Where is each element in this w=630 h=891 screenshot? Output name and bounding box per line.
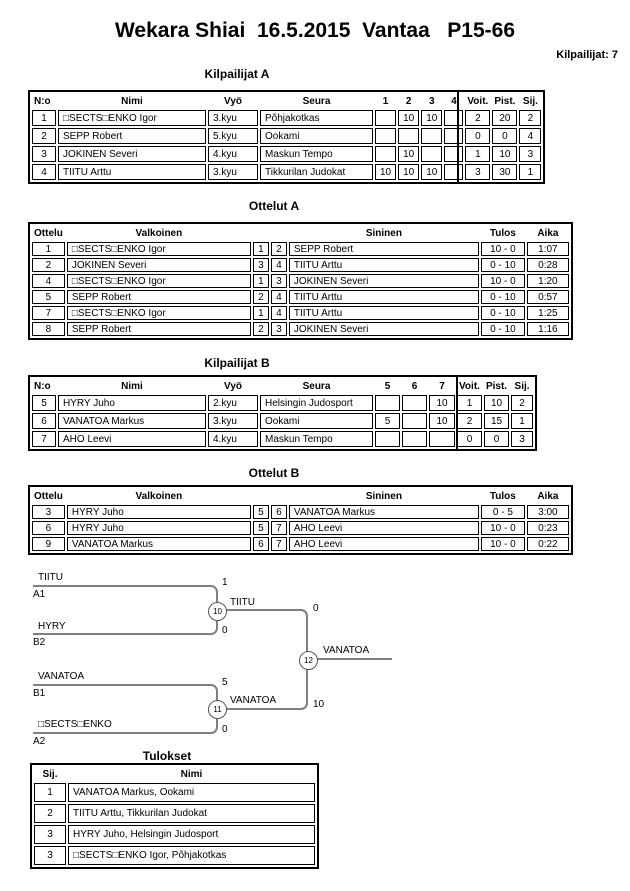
table-cell: 1:25: [527, 306, 569, 320]
table-cell: VANATOA Markus: [67, 537, 251, 551]
bracket-entry-seed: B1: [33, 688, 46, 699]
table-cell: JOKINEN Severi: [289, 322, 479, 336]
table-cell: 3: [34, 846, 66, 865]
table-cell: 0: [484, 431, 509, 447]
table-cell: 4: [271, 290, 287, 304]
column-header: 2: [405, 95, 412, 107]
section-heading-pool-a: Kilpailijat A: [204, 67, 270, 81]
column-header: Valkoinen: [135, 490, 183, 502]
table-cell: 6: [271, 505, 287, 519]
column-header: Ottelu: [34, 227, 63, 239]
column-header: Nimi: [180, 768, 203, 780]
bracket-entry-seed: A1: [33, 589, 46, 600]
column-header: 5: [384, 380, 391, 392]
results-table-wrap: [30, 763, 319, 869]
table-cell: SEPP Robert: [289, 242, 479, 256]
table-cell: HYRY Juho: [67, 521, 251, 535]
column-header: 7: [439, 380, 445, 392]
table-row: [34, 783, 315, 802]
column-header: Sij.: [514, 380, 530, 392]
table-cell: 1: [519, 164, 541, 180]
table-cell: 0:22: [527, 537, 569, 551]
table-cell: □SECTS□ENKO Igor: [58, 110, 206, 126]
column-header: Nimi: [121, 380, 143, 392]
section-heading-results: Tulokset: [142, 749, 192, 763]
table-cell: 3: [253, 258, 269, 272]
column-header: N:o: [34, 380, 51, 392]
table-cell: 30: [492, 164, 517, 180]
table-cell: 2: [32, 128, 56, 144]
table-cell: 0 - 10: [481, 322, 525, 336]
column-header: N:o: [34, 95, 51, 107]
table-cell: 6: [32, 413, 56, 429]
bracket-entry-name: □SECTS□ENKO: [38, 719, 112, 730]
table-cell: 0:23: [527, 521, 569, 535]
column-header: 3: [429, 95, 435, 107]
table-cell: 5: [32, 290, 65, 304]
table-cell: TIITU Arttu: [289, 290, 479, 304]
table-cell: SEPP Robert: [58, 128, 206, 144]
table-cell: JOKINEN Severi: [289, 274, 479, 288]
table-cell: 3: [32, 146, 56, 162]
table-cell: □SECTS□ENKO Igor: [67, 242, 251, 256]
results-table: [32, 765, 317, 867]
table-cell: 0 - 5: [481, 505, 525, 519]
column-header: Ottelu: [34, 490, 63, 502]
table-cell: JOKINEN Severi: [67, 258, 251, 272]
bracket-entry-seed: A2: [33, 736, 46, 747]
table-cell: 1:16: [527, 322, 569, 336]
table-cell: Maskun Tempo: [260, 146, 373, 162]
table-cell: 7: [32, 306, 65, 320]
table-cell: 0: [457, 431, 482, 447]
table-cell: Helsingin Judosport: [260, 395, 373, 411]
table-cell: 1: [253, 306, 269, 320]
table-cell: □SECTS□ENKO Igor: [67, 306, 251, 320]
table-cell: HYRY Juho: [58, 395, 206, 411]
table-cell: 0:57: [527, 290, 569, 304]
table-cell: AHO Leevi: [289, 537, 479, 551]
column-header: Sininen: [365, 227, 402, 239]
table-cell: 1: [32, 242, 65, 256]
table-cell: 1: [253, 274, 269, 288]
table-cell: JOKINEN Severi: [58, 146, 206, 162]
table-cell: 2: [457, 413, 482, 429]
column-header: Sij.: [42, 768, 58, 780]
column-header: Sij.: [522, 95, 538, 107]
column-header: 4: [451, 95, 457, 107]
table-cell: 15: [484, 413, 509, 429]
bracket-entry-name: VANATOA: [38, 671, 85, 682]
table-cell: TIITU Arttu: [289, 306, 479, 320]
table-cell: Maskun Tempo: [260, 431, 373, 447]
table-cell: 1: [253, 242, 269, 256]
table-cell: 2: [519, 110, 541, 126]
match-number-badge: 10: [208, 602, 227, 621]
table-cell: 1: [32, 110, 56, 126]
bracket-entry-score: 0: [222, 724, 228, 735]
bracket-semifinal-winner: VANATOA: [230, 695, 277, 706]
table-cell: 3: [32, 505, 65, 519]
table-cell: TIITU Arttu, Tikkurilan Judokat: [68, 804, 315, 823]
column-header: Seura: [302, 95, 331, 107]
column-header: Voit.: [459, 380, 480, 392]
table-cell: 0: [465, 128, 490, 144]
section-heading-matches-b: Ottelut B: [248, 466, 300, 480]
table-cell: 2: [465, 110, 490, 126]
table-cell: 2: [32, 258, 65, 272]
column-header: Sininen: [365, 490, 402, 502]
table-cell: 10 - 0: [481, 521, 525, 535]
table-cell: 5: [32, 395, 56, 411]
table-cell: VANATOA Markus, Ookami: [68, 783, 315, 802]
column-header: Vyö: [224, 95, 242, 107]
table-cell: 1: [34, 783, 66, 802]
table-cell: HYRY Juho, Helsingin Judosport: [68, 825, 315, 844]
table-cell: SEPP Robert: [67, 322, 251, 336]
column-header: 6: [411, 380, 418, 392]
table-cell: 1: [457, 395, 482, 411]
table-cell: SEPP Robert: [67, 290, 251, 304]
table-cell: 4.kyu: [208, 146, 258, 162]
section-heading-matches-a: Ottelut A: [248, 199, 300, 213]
table-cell: 10: [484, 395, 509, 411]
table-cell: 10: [429, 395, 455, 411]
table-cell: 6: [32, 521, 65, 535]
column-header: Vyö: [224, 380, 242, 392]
table-cell: 1: [511, 413, 533, 429]
table-cell: 20: [492, 110, 517, 126]
table-cell: 4: [271, 258, 287, 272]
table-cell: 6: [253, 537, 269, 551]
table-cell: □SECTS□ENKO Igor: [67, 274, 251, 288]
table-cell: 2: [271, 242, 287, 256]
column-header: Tulos: [489, 490, 516, 502]
table-cell: 1:20: [527, 274, 569, 288]
table-cell: AHO Leevi: [58, 431, 206, 447]
bracket-semifinal-winner: TIITU: [230, 597, 255, 608]
table-cell: AHO Leevi: [289, 521, 479, 535]
bracket-entry-score: 0: [222, 625, 228, 636]
table-cell: 4: [32, 164, 56, 180]
column-header: Pist.: [485, 380, 508, 392]
table-cell: 10: [421, 164, 442, 180]
bracket-entry-score: 1: [222, 577, 228, 588]
table-cell: 10: [398, 110, 419, 126]
table-cell: 7: [271, 521, 287, 535]
table-cell: 5: [253, 505, 269, 519]
table-cell: 1: [465, 146, 490, 162]
table-cell: 7: [32, 431, 56, 447]
table-cell: 3.kyu: [208, 110, 258, 126]
table-cell: VANATOA Markus: [58, 413, 206, 429]
table-row: [34, 846, 315, 865]
bracket-entry-name: HYRY: [38, 621, 66, 632]
column-header: Aika: [537, 490, 559, 502]
competitors-count: Kilpailijat: 7: [556, 49, 618, 61]
table-cell: 9: [32, 537, 65, 551]
column-header: Aika: [537, 227, 559, 239]
table-cell: 1:07: [527, 242, 569, 256]
table-cell: HYRY Juho: [67, 505, 251, 519]
table-cell: 3.kyu: [208, 164, 258, 180]
column-header: Pist.: [494, 95, 516, 107]
table-cell: 8: [32, 322, 65, 336]
column-header: Seura: [302, 380, 331, 392]
table-cell: 3: [519, 146, 541, 162]
bracket-final-score-top: 0: [313, 603, 319, 614]
table-cell: 3: [465, 164, 490, 180]
table-cell: Tikkurilan Judokat: [260, 164, 373, 180]
column-header: Valkoinen: [135, 227, 183, 239]
header-row: [34, 767, 315, 781]
table-cell: 3: [271, 274, 287, 288]
table-cell: 10: [375, 164, 396, 180]
bracket-winner-line: [316, 658, 392, 660]
table-cell: 2: [253, 322, 269, 336]
match-number-badge: 11: [208, 700, 227, 719]
bracket-entry-seed: B2: [33, 637, 46, 648]
column-header: Voit.: [467, 95, 489, 107]
table-cell: 10 - 0: [481, 274, 525, 288]
column-header: Tulos: [489, 227, 516, 239]
table-cell: Ookami: [260, 128, 373, 144]
table-cell: VANATOA Markus: [289, 505, 479, 519]
table-cell: 10: [429, 413, 455, 429]
table-cell: 2: [34, 804, 66, 823]
table-cell: 3: [511, 431, 533, 447]
bracket-final-score-bottom: 10: [313, 699, 325, 710]
table-cell: 2.kyu: [208, 395, 258, 411]
bracket-entry-name: TIITU: [38, 572, 63, 583]
match-number-badge: 12: [299, 651, 318, 670]
table-cell: 10: [398, 164, 419, 180]
table-cell: 2: [253, 290, 269, 304]
bracket-champion-name: VANATOA: [323, 645, 370, 656]
table-cell: 10: [398, 146, 419, 162]
table-cell: 0 - 10: [481, 290, 525, 304]
table-cell: 7: [271, 537, 287, 551]
table-cell: TIITU Arttu: [58, 164, 206, 180]
page-title: Wekara Shiai 16.5.2015 Vantaa P15-66: [114, 19, 516, 42]
table-cell: 5.kyu: [208, 128, 258, 144]
section-heading-pool-b: Kilpailijat B: [204, 356, 270, 370]
table-cell: 10: [421, 110, 442, 126]
column-header: 1: [382, 95, 389, 107]
table-cell: Põhjakotkas: [260, 110, 373, 126]
table-cell: 0:28: [527, 258, 569, 272]
table-cell: 10 - 0: [481, 242, 525, 256]
table-cell: 0: [492, 128, 517, 144]
table-cell: TIITU Arttu: [289, 258, 479, 272]
table-row: [34, 825, 315, 844]
table-cell: 3: [34, 825, 66, 844]
table-row: [34, 804, 315, 823]
bracket-entry-score: 5: [222, 677, 228, 688]
table-cell: 0 - 10: [481, 306, 525, 320]
table-cell: 0 - 10: [481, 258, 525, 272]
table-cell: □SECTS□ENKO Igor, Põhjakotkas: [68, 846, 315, 865]
column-header: Nimi: [121, 95, 143, 107]
table-cell: 4.kyu: [208, 431, 258, 447]
table-cell: 10 - 0: [481, 537, 525, 551]
table-cell: 4: [271, 306, 287, 320]
table-cell: 3.kyu: [208, 413, 258, 429]
table-cell: 2: [511, 395, 533, 411]
table-cell: 3:00: [527, 505, 569, 519]
table-cell: 4: [519, 128, 541, 144]
table-cell: 10: [492, 146, 517, 162]
table-cell: 4: [32, 274, 65, 288]
table-cell: 3: [271, 322, 287, 336]
table-cell: 5: [253, 521, 269, 535]
table-cell: 5: [375, 413, 400, 429]
table-cell: Ookami: [260, 413, 373, 429]
